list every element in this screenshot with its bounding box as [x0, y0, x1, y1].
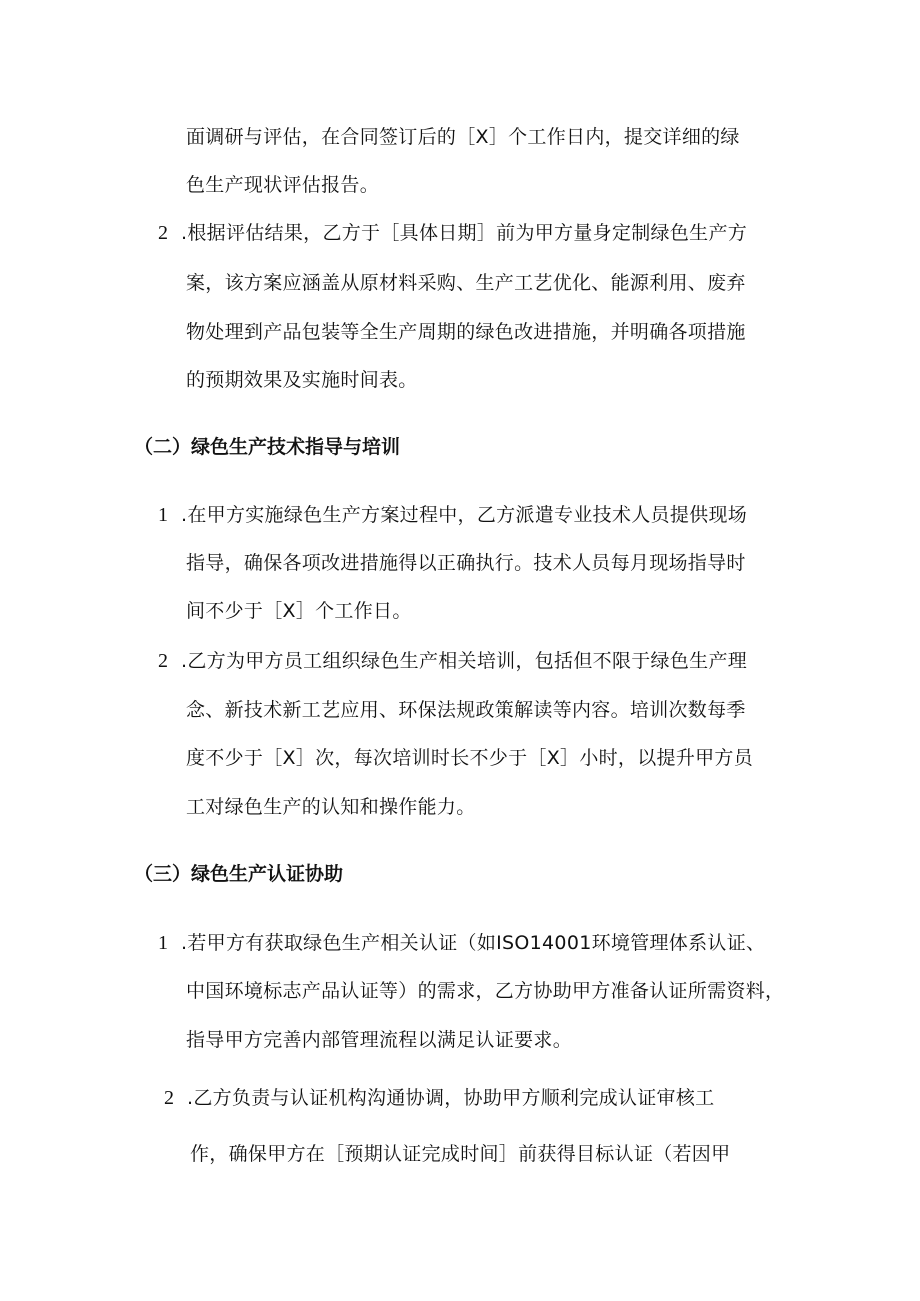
paragraph-line: 间不少于［X］个工作日。 [186, 600, 412, 622]
paragraph-line: 念、新技术新工艺应用、环保法规政策解读等内容。培训次数每季 [186, 699, 746, 721]
list-item-text: .根据评估结果，乙方于［具体日期］前为甲方量身定制绿色生产方 [181, 222, 748, 244]
paragraph-line: 物处理到产品包装等全生产周期的绿色改进措施，并明确各项措施 [186, 321, 746, 343]
paragraph-line: 作，确保甲方在［预期认证完成时间］前获得目标认证（若因甲 [190, 1143, 731, 1165]
list-item-number: 1 [158, 504, 168, 526]
paragraph-line: 案，该方案应涵盖从原材料采购、生产工艺优化、能源利用、废弃 [186, 272, 746, 294]
list-item-text: .乙方为甲方员工组织绿色生产相关培训，包括但不限于绿色生产理 [181, 650, 748, 672]
list-item-text: .乙方负责与认证机构沟通协调，协助甲方顺利完成认证审核工 [187, 1087, 715, 1109]
paragraph-line: 工对绿色生产的认知和操作能力。 [186, 796, 476, 818]
paragraph-line: 面调研与评估，在合同签订后的［X］个工作日内，提交详细的绿 [186, 126, 740, 148]
list-item-number: 2 [164, 1087, 174, 1109]
paragraph-line: 度不少于［X］次，每次培训时长不少于［X］小时，以提升甲方员 [186, 747, 754, 769]
section-heading: （二）绿色生产技术指导与培训 [134, 436, 401, 458]
paragraph-line: 中国环境标志产品认证等）的需求，乙方协助甲方准备认证所需资料， [186, 980, 785, 1002]
paragraph-line: 色生产现状评估报告。 [186, 174, 380, 196]
list-item-number: 1 [158, 932, 168, 954]
paragraph-line: 的预期效果及实施时间表。 [186, 369, 418, 391]
list-item-number: 2 [158, 222, 168, 244]
list-item-text: .在甲方实施绿色生产方案过程中，乙方派遣专业技术人员提供现场 [181, 504, 748, 526]
list-item-text: .若甲方有获取绿色生产相关认证（如ISO14001环境管理体系认证、 [181, 932, 766, 954]
paragraph-line: 指导甲方完善内部管理流程以满足认证要求。 [186, 1029, 573, 1051]
list-item-number: 2 [158, 650, 168, 672]
paragraph-line: 指导，确保各项改进措施得以正确执行。技术人员每月现场指导时 [186, 552, 746, 574]
section-heading: （三）绿色生产认证协助 [134, 863, 344, 885]
